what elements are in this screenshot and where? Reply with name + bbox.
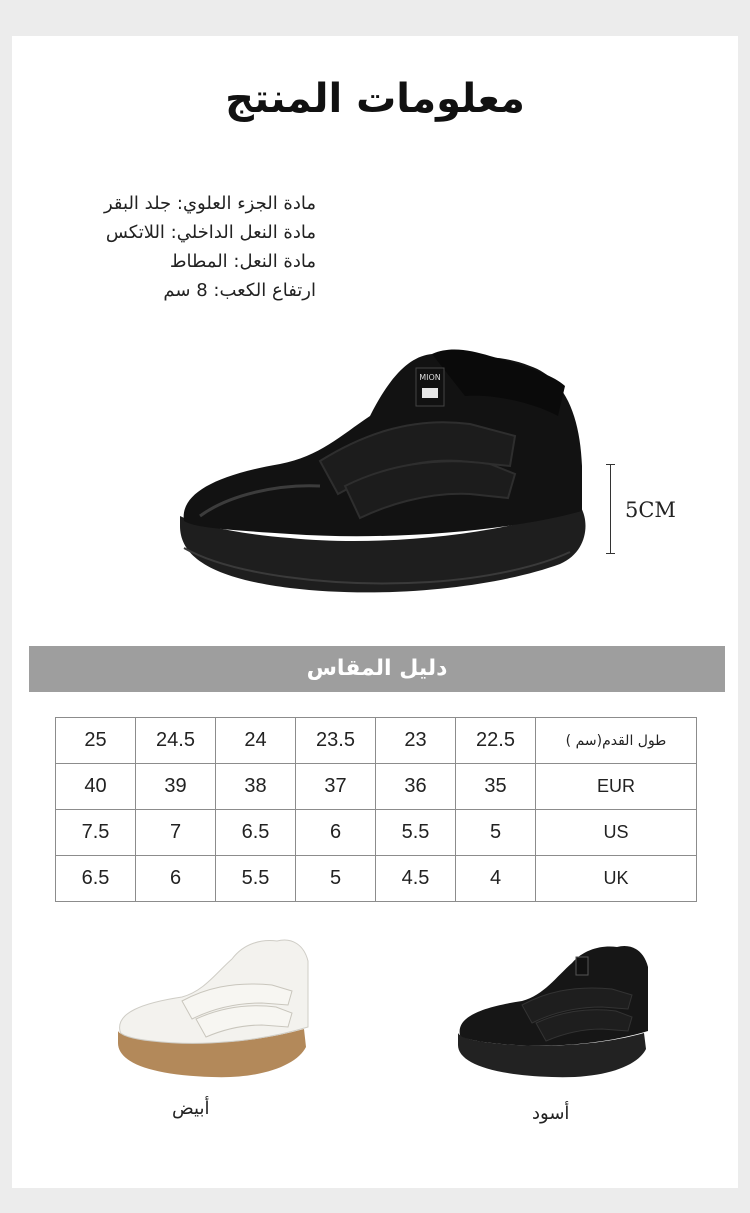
size-row [56,856,697,902]
size-cell: 5 [456,810,536,856]
black-shoe-image [452,941,652,1081]
size-cell: 23 [376,718,456,764]
size-cell: 4 [456,856,536,902]
size-row [56,718,697,764]
variant-white[interactable] [112,931,312,1081]
spec-upper-material: مادة الجزء العلوي: جلد البقر [103,193,316,214]
size-cell: 39 [136,764,216,810]
size-cell: 7.5 [56,810,136,856]
spec-list [44,189,316,305]
size-row [56,764,697,810]
size-cell: 36 [376,764,456,810]
size-cell: 6.5 [56,856,136,902]
size-table [55,717,697,902]
spec-sole-material: مادة النعل: المطاط [169,251,316,272]
size-cell: 4.5 [376,856,456,902]
size-row-label: EUR [536,764,697,810]
height-measure-marker [606,464,616,554]
size-cell: 38 [216,764,296,810]
size-cell: 35 [456,764,536,810]
height-measure-label: 5CM [625,498,676,522]
shoe-logo-text: MION [419,373,441,382]
size-cell: 37 [296,764,376,810]
variant-black-label: أسود [532,1103,570,1124]
spec-heel-height: ارتفاع الكعب: 8 سم [163,280,316,301]
size-cell: 7 [136,810,216,856]
variant-white-label: أبيض [172,1098,210,1119]
size-row-label: UK [536,856,697,902]
size-guide-banner: دليل المقاس [29,646,725,692]
size-cell: 5.5 [376,810,456,856]
size-row-label: طول القدم(سم ) [536,718,697,764]
size-row [56,810,697,856]
size-cell: 24.5 [136,718,216,764]
size-cell: 6 [136,856,216,902]
spec-insole-material: مادة النعل الداخلي: اللاتكس [105,222,316,243]
size-cell: 5.5 [216,856,296,902]
size-cell: 23.5 [296,718,376,764]
size-cell: 6.5 [216,810,296,856]
size-cell: 5 [296,856,376,902]
white-shoe-image [112,931,312,1081]
variant-black[interactable] [452,941,652,1081]
size-cell: 25 [56,718,136,764]
size-cell: 24 [216,718,296,764]
product-info-card [12,36,738,1188]
page-title: معلومات المنتج [225,76,525,122]
size-cell: 40 [56,764,136,810]
size-cell: 22.5 [456,718,536,764]
size-cell: 6 [296,810,376,856]
size-row-label: US [536,810,697,856]
hero-shoe-image [170,316,590,616]
